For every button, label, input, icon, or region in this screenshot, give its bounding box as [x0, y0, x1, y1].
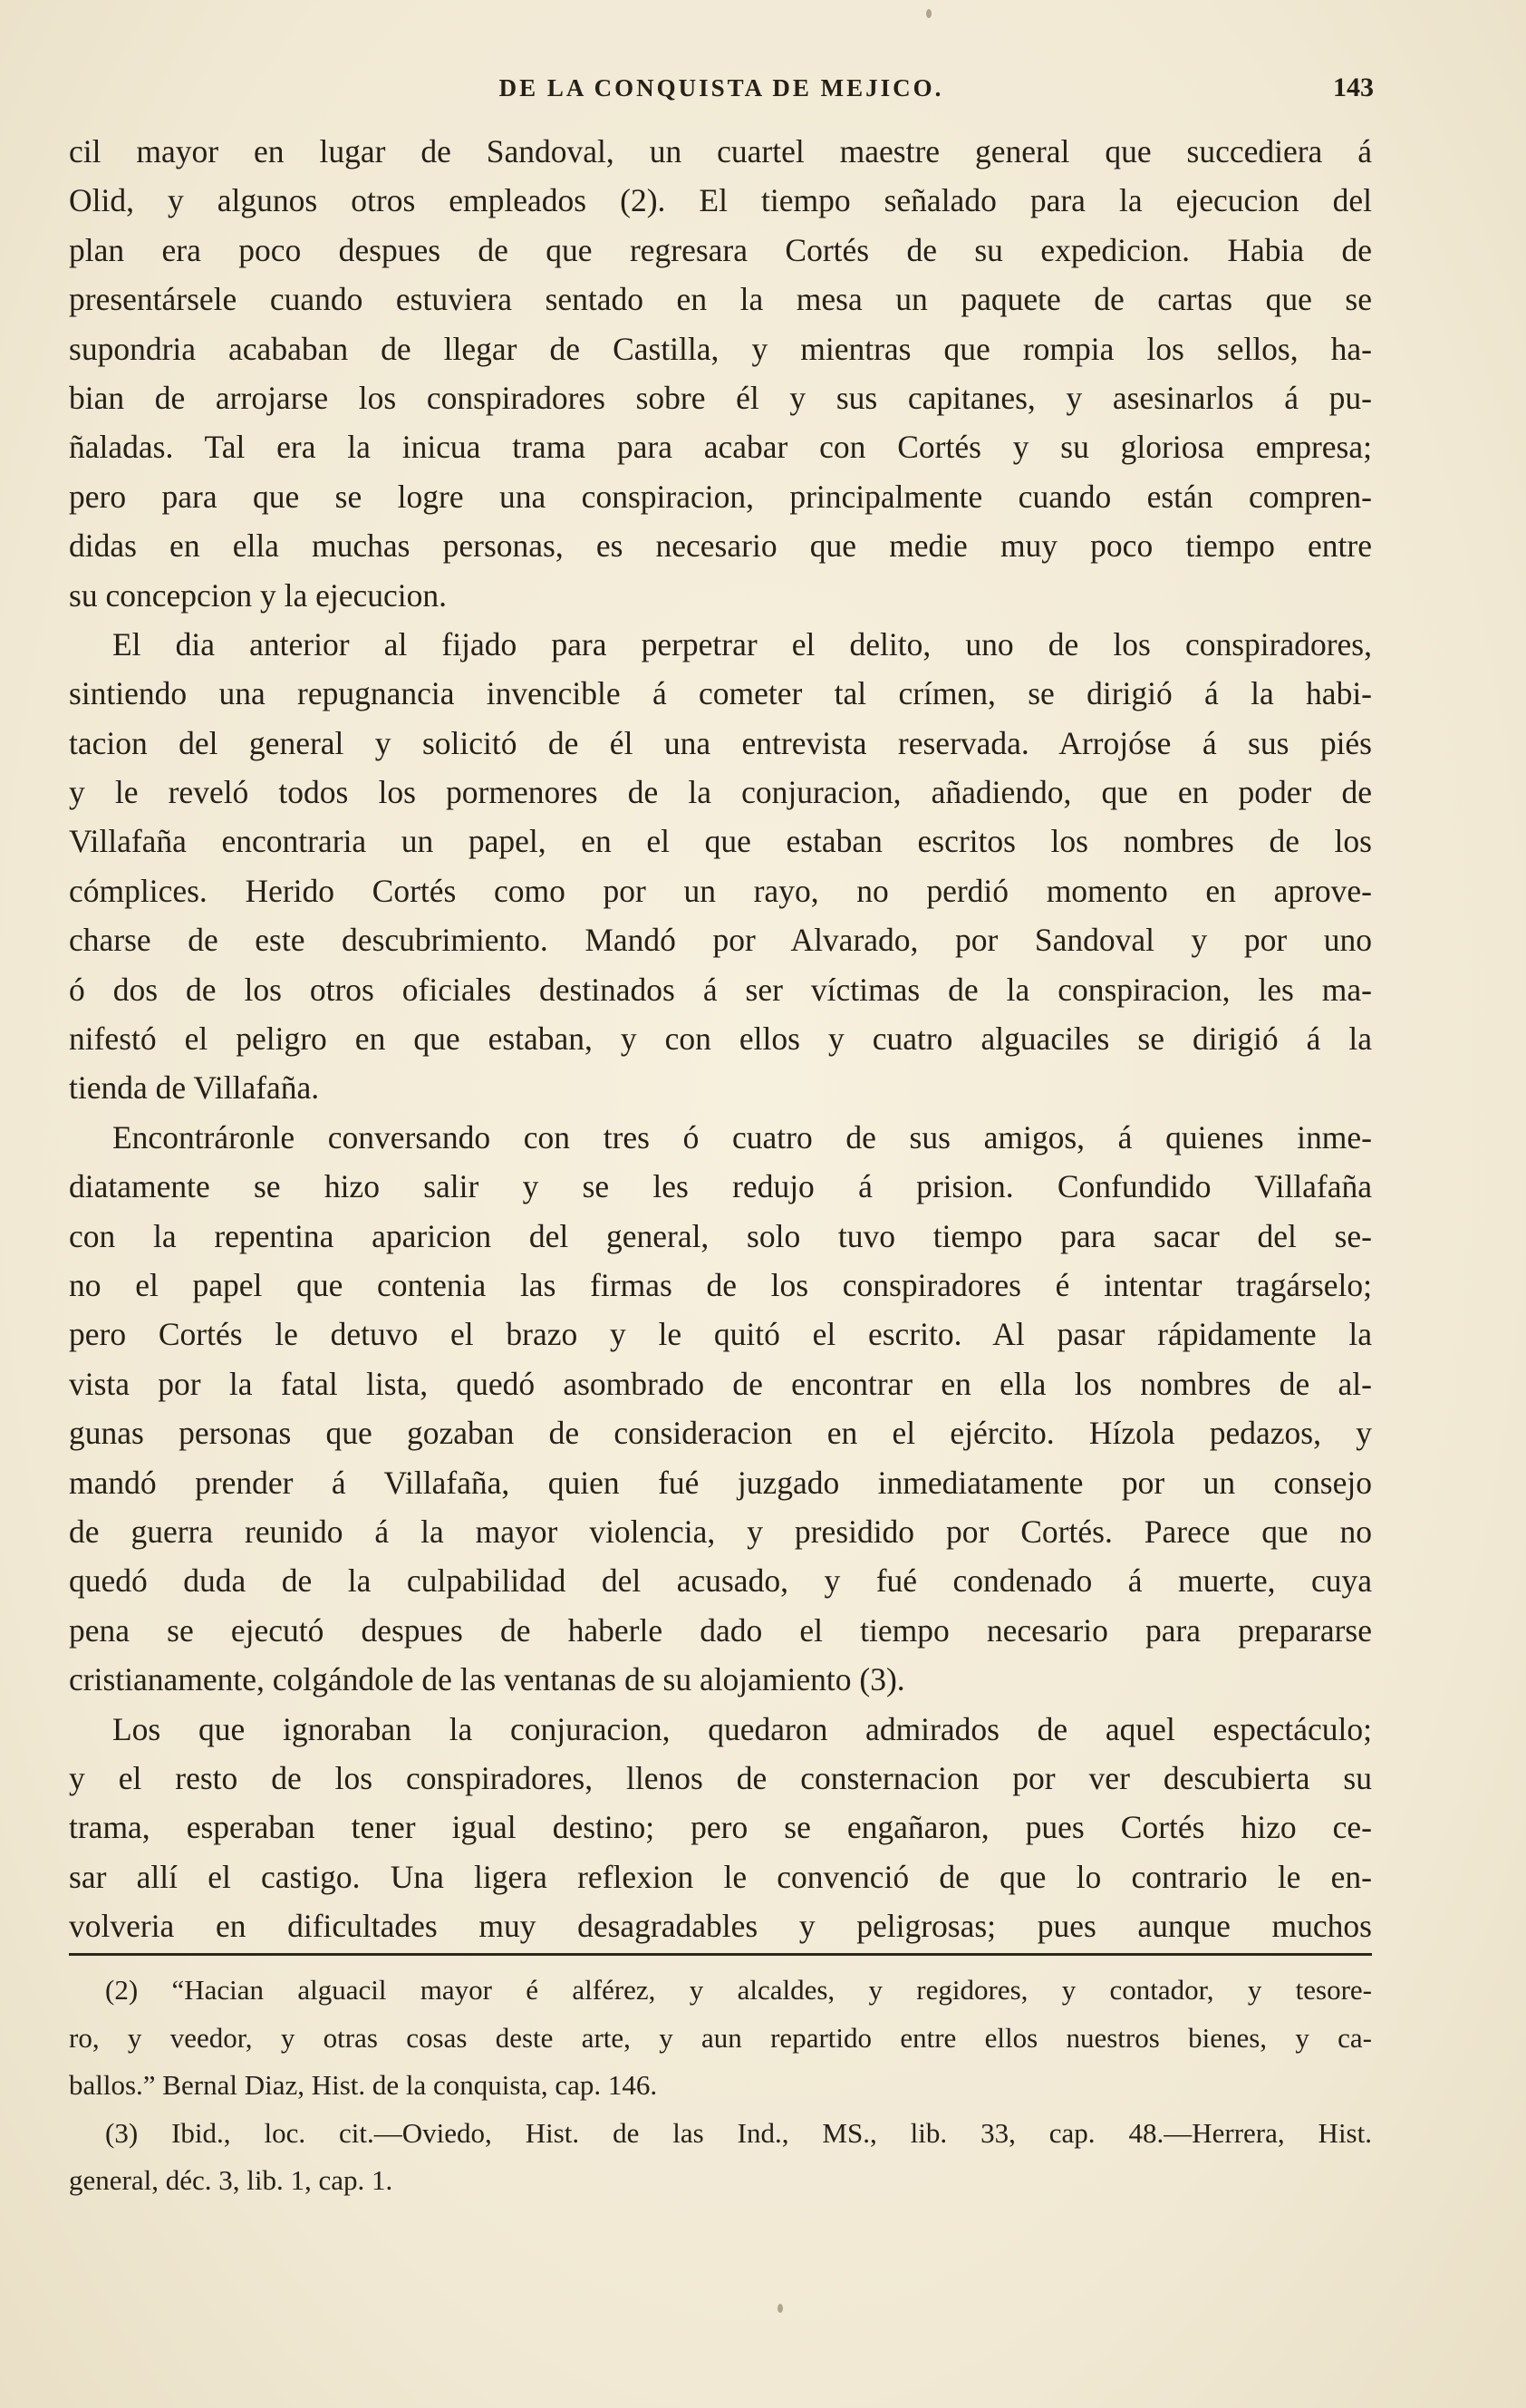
text-line: sintiendo una repugnancia invencible á cometer tal crímen, se dirigió á la habi- [69, 675, 1372, 712]
text-line: Olid, y algunos otros empleados (2). El tiempo señalado para la ejecucion del [69, 182, 1372, 219]
text-line: sar allí el castigo. Una ligera reflexion le convenció de que lo contrario le en- [69, 1858, 1372, 1895]
text-line: trama, esperaban tener igual destino; pero se engañaron, pues Cortés hizo ce- [69, 1809, 1372, 1846]
footnote-divider [69, 1953, 1372, 1956]
text-line: pero para que se logre una conspiracion, principalmente cuando están compren- [69, 478, 1372, 515]
text-line: nifestó el peligro en que estaban, y con ellos y cuatro alguaciles se dirigió á la [69, 1020, 1372, 1058]
footnote-line: (3) Ibid., loc. cit.—Oviedo, Hist. de las Ind., MS., lib. 33, cap. 48.—Herrera, Hist. [105, 2116, 1372, 2149]
text-line: supondria acababan de llegar de Castilla, y mientras que rompia los sellos, ha- [69, 330, 1372, 367]
text-line: Los que ignoraban la conjuracion, quedaron admirados de aquel espectáculo; [112, 1710, 1372, 1747]
text-line: y el resto de los conspiradores, llenos de consternacion por ver descubierta su [69, 1759, 1372, 1796]
text-line: pena se ejecutó despues de haberle dado el tiempo necesario para prepararse [69, 1611, 1372, 1649]
footnotes [69, 1967, 1372, 2205]
text-line: mandó prender á Villafaña, quien fué juzgado inmediatamente por un consejo [69, 1464, 1372, 1501]
text-line: diatamente se hizo salir y se les redujo á prision. Confundido Villafaña [69, 1168, 1372, 1205]
footnote-line: (2) “Hacian alguacil mayor é alférez, y alcaldes, y regidores, y contador, y tesore- [105, 1974, 1372, 2006]
footnote-line: ballos.” Bernal Diaz, Hist. de la conquista, cap. 146. [69, 2069, 658, 2101]
page-header [69, 74, 1374, 111]
text-line: tienda de Villafaña. [69, 1069, 320, 1107]
text-line: Encontráronle conversando con tres ó cuatro de sus amigos, á quienes inme- [112, 1118, 1372, 1156]
running-title: DE LA CONQUISTA DE MEJICO. [498, 74, 944, 102]
text-line: de guerra reunido á la mayor violencia, y presidido por Cortés. Parece que no [69, 1513, 1372, 1550]
text-line: con la repentina aparicion del general, solo tuvo tiempo para sacar del se- [69, 1217, 1372, 1254]
text-line: cristianamente, colgándole de las ventanas de su alojamiento (3). [69, 1661, 905, 1698]
text-line: El dia anterior al fijado para perpetrar el delito, uno de los conspiradores, [112, 625, 1372, 662]
text-line: plan era poco despues de que regresara Cortés de su expedicion. Habia de [69, 231, 1372, 268]
footnote-line: ro, y veedor, y otras cosas deste arte, y aun repartido entre ellos nuestros bienes, y ca- [69, 2021, 1372, 2054]
text-line: charse de este descubrimiento. Mandó por Alvarado, por Sandoval y por uno [69, 922, 1372, 959]
text-line: cómplices. Herido Cortés como por un rayo, no perdió momento en aprove- [69, 872, 1372, 909]
text-line: vista por la fatal lista, quedó asombrado de encontrar en ella los nombres de al- [69, 1365, 1372, 1402]
text-line: didas en ella muchas personas, es necesario que medie muy poco tiempo entre [69, 527, 1372, 565]
text-line: ó dos de los otros oficiales destinados á ser víctimas de la conspiracion, les ma- [69, 971, 1372, 1008]
text-line: Villafaña encontraria un papel, en el que estaban escritos los nombres de los [69, 823, 1372, 860]
text-line: tacion del general y solicitó de él una entrevista reservada. Arrojóse á sus piés [69, 724, 1372, 761]
text-line: su concepcion y la ejecucion. [69, 576, 447, 614]
paper-speck [926, 9, 932, 18]
page-number: 143 [1333, 73, 1374, 102]
body-text [69, 127, 1372, 1950]
paper-speck [777, 2304, 783, 2313]
text-line: y le reveló todos los pormenores de la conjuracion, añadiendo, que en poder de [69, 774, 1372, 811]
text-line: presentársele cuando estuviera sentado en la mesa un paquete de cartas que se [69, 281, 1372, 318]
text-line: quedó duda de la culpabilidad del acusado, y fué condenado á muerte, cuya [69, 1562, 1372, 1600]
text-line: bian de arrojarse los conspiradores sobre él y sus capitanes, y asesinarlos á pu- [69, 379, 1372, 416]
text-line: ñaladas. Tal era la inicua trama para acabar con Cortés y su gloriosa empresa; [69, 429, 1372, 466]
text-line: gunas personas que gozaban de consideracion en el ejército. Hízola pedazos, y [69, 1415, 1372, 1452]
footnote-line: general, déc. 3, lib. 1, cap. 1. [69, 2164, 393, 2196]
text-line: volveria en dificultades muy desagradables y peligrosas; pues aunque muchos [69, 1908, 1372, 1945]
text-line: pero Cortés le detuvo el brazo y le quitó el escrito. Al pasar rápidamente la [69, 1316, 1372, 1353]
text-line: cil mayor en lugar de Sandoval, un cuartel maestre general que succediera á [69, 133, 1372, 169]
text-line: no el papel que contenia las firmas de los conspiradores é intentar tragárselo; [69, 1266, 1372, 1303]
